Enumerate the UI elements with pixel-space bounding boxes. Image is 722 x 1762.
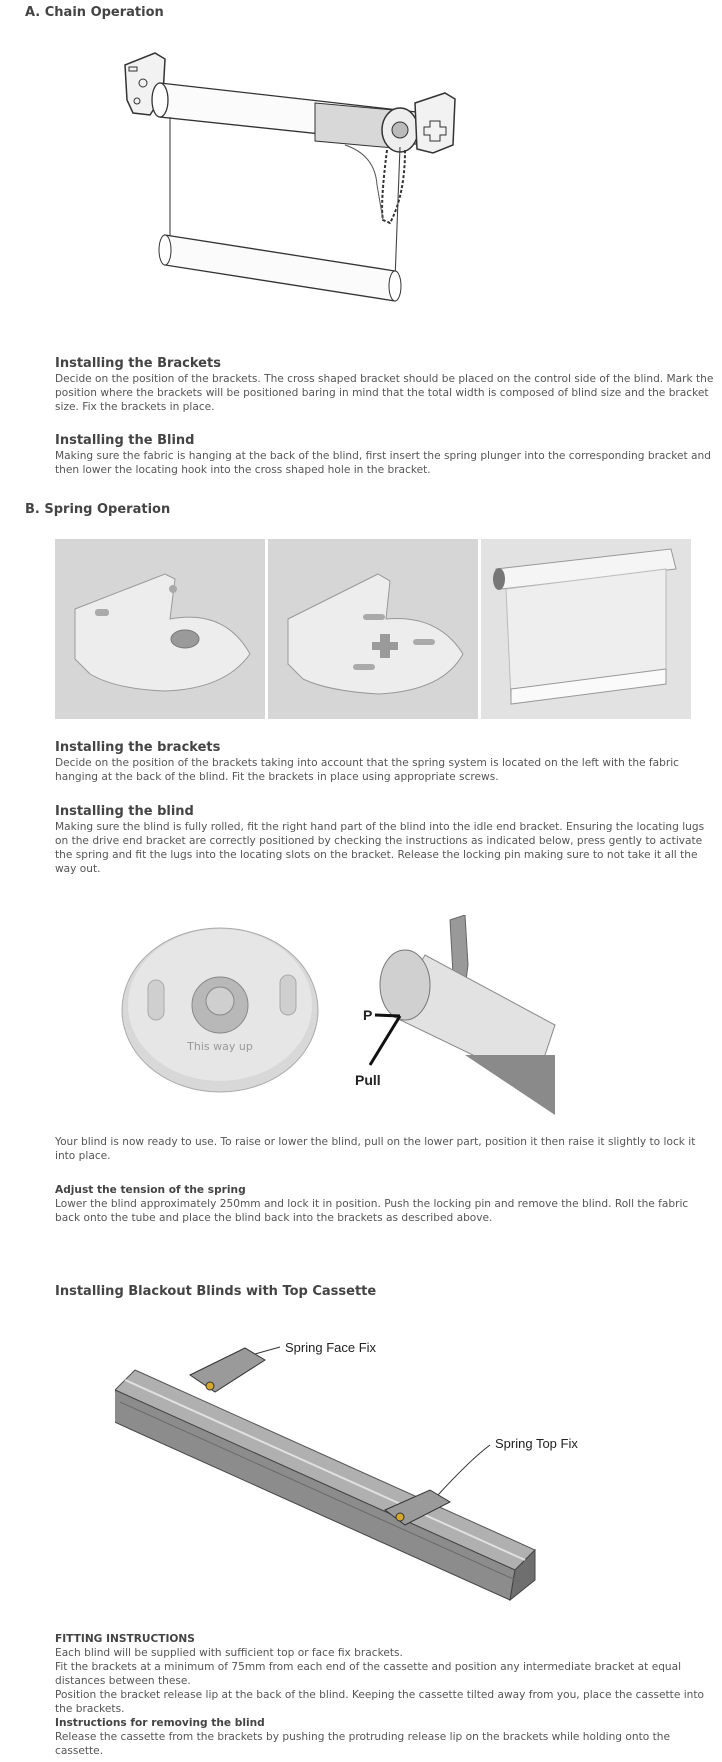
top-fix-label: Spring Top Fix (495, 1436, 578, 1451)
chain-blind-illustration (115, 45, 515, 345)
fitting-heading: FITTING INSTRUCTIONS (55, 1633, 195, 1645)
removing-heading: Instructions for removing the blind (55, 1717, 265, 1729)
tension-block (55, 1183, 715, 1225)
fitting-line-2: Fit the brackets at a minimum of 75mm from each end of the cassette and position any intermediate bracket at equal distances between these. (55, 1661, 682, 1687)
section-b-title: B. Spring Operation (25, 502, 171, 517)
cassette-illustration (115, 1330, 605, 1630)
pull-label: Pull (355, 1072, 381, 1088)
spring-disc-illustration (120, 915, 320, 1095)
disc-label: This way up (187, 1040, 253, 1053)
spring-blind-text: Making sure the blind is fully rolled, fit the right hand part of the blind into the idle end bracket. Ensuring the locating lugs on the drive end bracket are correctly positioned by checking the instructions as indicated below, press gently to activate the spring and fit the lugs into the locating slots on the bracket. Release the locking pin making sure to not take it all the way out. (55, 821, 705, 875)
tension-text: Lower the blind approximately 250mm and lock it in position. Push the locking pin and remove the blind. Roll the fabric back onto the tube and place the blind back into the brackets as described above. (55, 1198, 689, 1224)
spring-blind-heading: Installing the blind (55, 804, 194, 819)
fitting-block (55, 1632, 715, 1758)
p-label: P (363, 1007, 373, 1023)
fitting-line-1: Each blind will be supplied with sufficient top or face fix brackets. (55, 1647, 403, 1659)
section-a-title: A. Chain Operation (25, 5, 164, 20)
removing-text: Release the cassette from the brackets by pushing the protruding release lip on the brackets while holding onto the cassette. (55, 1731, 670, 1757)
spring-blind-photo (481, 539, 691, 719)
chain-blind-text: Making sure the fabric is hanging at the back of the blind, first insert the spring plunger into the corresponding bracket and then lower the locating hook into the cross shaped hole in the bracket. (55, 450, 711, 476)
face-fix-label: Spring Face Fix (285, 1340, 377, 1355)
ready-text: Your blind is now ready to use. To raise or lower the blind, pull on the lower part, position it then raise it slightly to lock it into place. (55, 1136, 696, 1162)
fitting-line-3: Position the bracket release lip at the back of the blind. Keeping the cassette tilted away from you, place the cassette into the brackets. (55, 1689, 704, 1715)
drive-bracket-photo (268, 539, 478, 719)
idle-bracket-photo (55, 539, 265, 719)
chain-brackets-heading: Installing the Brackets (55, 356, 221, 371)
spring-brackets-text: Decide on the position of the brackets taking into account that the spring system is located on the left with the fabric hanging at the back of the blind. Fit the brackets in place using appropriate screws. (55, 757, 679, 783)
chain-brackets-text: Decide on the position of the brackets. The cross shaped bracket should be placed on the control side of the blind. Mark the position where the brackets will be positioned baring in mind that the total width is composed of blind size and the bracket size. Fix the brackets in place. (55, 373, 714, 413)
cassette-heading: Installing Blackout Blinds with Top Cassette (55, 1284, 377, 1299)
tension-heading: Adjust the tension of the spring (55, 1184, 246, 1196)
spring-brackets-heading: Installing the brackets (55, 740, 221, 755)
chain-blind-heading: Installing the Blind (55, 433, 195, 448)
locking-pin-illustration (345, 915, 565, 1115)
